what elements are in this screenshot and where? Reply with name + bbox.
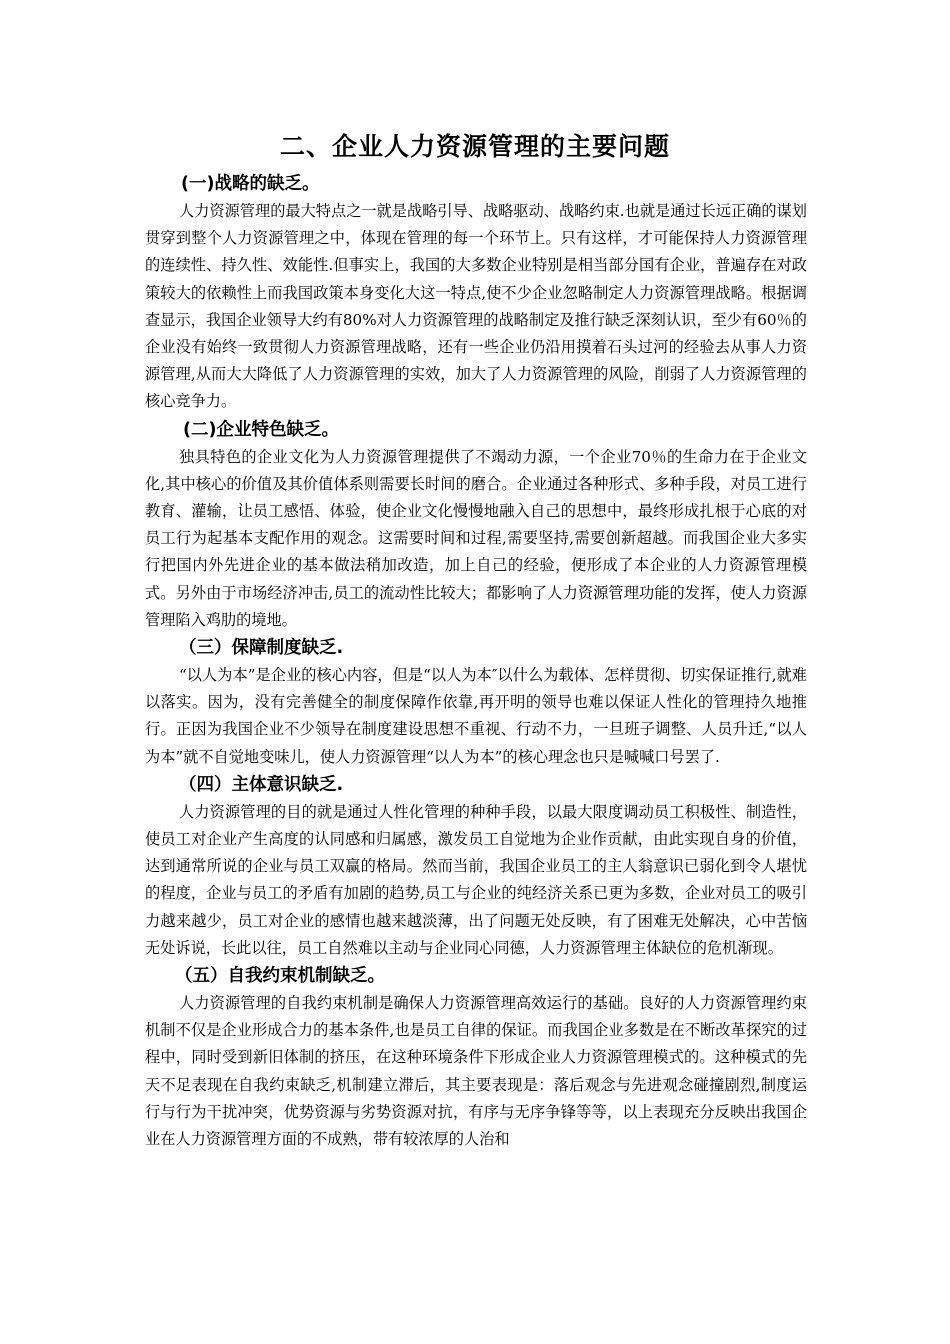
section-paragraph-ownership: 人力资源管理的目的就是通过人性化管理的种种手段，以最大限度调动员工积极性、制造性，使员工对企业产生高度的认同感和归属感，激发员工自觉地为企业作贡献，由此实现自身的价值，达到通常所说的企业与员工双赢的格局。然而当前，我国企业员工的主人翁意识已弱化到令人堪忧的程度，企业与员工的矛盾有加剧的趋势,员工与企业的纯经济关系已更为多数，企业对员工的吸引力越来越少，员工对企业的感情也越来越淡薄，出了问题无处反映，有了困难无处解决，心中苦恼无处诉说，长此以往，员工自然难以主动与企业同心同德，人力资源管理主体缺位的危机渐现。 xyxy=(145,802,807,957)
document-body xyxy=(145,170,807,1153)
section-paragraph-strategy: 人力资源管理的最大特点之一就是战略引导、战略驱动、战略约束.也就是通过长远正确的谋划贯穿到整个人力资源管理之中，体现在管理的每一个环节上。只有这样，才可能保持人力资源管理的连续性、持久性、效能性.但事实上，我国的大多数企业特别是相当部分国有企业，普遍存在对政策较大的依赖性上而我国政策本身变化大这一特点,使不少企业忽略制定人力资源管理战略。根据调查显示，我国企业领导大约有80%对人力资源管理的战略制定及推行缺乏深刻认识，至少有60％的企业没有始终一致贯彻人力资源管理战略，还有一些企业仍沿用摸着石头过河的经验去从事人力资源管理,从而大大降低了人力资源管理的实效，加大了人力资源管理的风险，削弱了人力资源管理的核心竞争力。 xyxy=(145,202,807,411)
section-heading-self-discipline: （五）自我约束机制缺乏。 xyxy=(175,966,385,987)
section-heading-ownership: （四）主体意识缺乏. xyxy=(179,774,344,795)
section-heading-system: （三）保障制度缺乏. xyxy=(179,638,344,659)
section-paragraph-self-discipline: 人力资源管理的自我约束机制是确保人力资源管理高效运行的基础。良好的人力资源管理约束机制不仅是企业形成合力的基本条件,也是员工自律的保证。而我国企业多数是在不断改革探究的过程中，同时受到新旧体制的挤压，在这种环境条件下形成企业人力资源管理模式的。这种模式的先天不足表现在自我约束缺乏,机制建立滞后，其主要表现是：落后观念与先进观念碰撞剧烈,制度运行与行为干扰冲突，优势资源与劣势资源对抗，有序与无序争锋等等，以上表现充分反映出我国企业在人力资源管理方面的不成熟，带有较浓厚的人治和 xyxy=(145,994,807,1149)
section-paragraph-system: “以人为本”是企业的核心内容，但是“以人为本″以什么为载体、怎样贯彻、切实保证推行,就难以落实。因为，没有完善健全的制度保障作依靠,再开明的领导也难以保证人性化的管理持久地推行。正因为我国企业不少领导在制度建设思想不重视、行动不力，一旦班子调整、人员升迁,“以人为本”就不自觉地变味儿，使人力资源管理“以人为本”的核心理念也只是喊喊口号罢了. xyxy=(145,666,807,766)
section-heading-strategy: (一)战略的缺乏。 xyxy=(181,174,320,194)
section-paragraph-culture: 独具特色的企业文化为人力资源管理提供了不竭动力源，一个企业70％的生命力在于企业文化,其中核心的价值及其价值体系则需要长时间的磨合。企业通过各种形式、多种手段，对员工进行教育、灌输，让员工感悟、体验，使企业文化慢慢地融入自己的思想中，最终形成扎根于心底的对员工行为起基本支配作用的观念。这需要时间和过程,需要坚持,需要创新超越。而我国企业大多实行把国内外先进企业的基本做法稍加改造，加上自己的经验，便形成了本企业的人力资源管理模式。另外由于市场经济冲击,员工的流动性比较大；都影响了人力资源管理功能的发挥，使人力资源管理陷入鸡肋的境地。 xyxy=(145,447,807,629)
page-title: 二、企业人力资源管理的主要问题 xyxy=(279,132,670,161)
section-heading-culture: (二)企业特色缺乏。 xyxy=(183,419,339,440)
